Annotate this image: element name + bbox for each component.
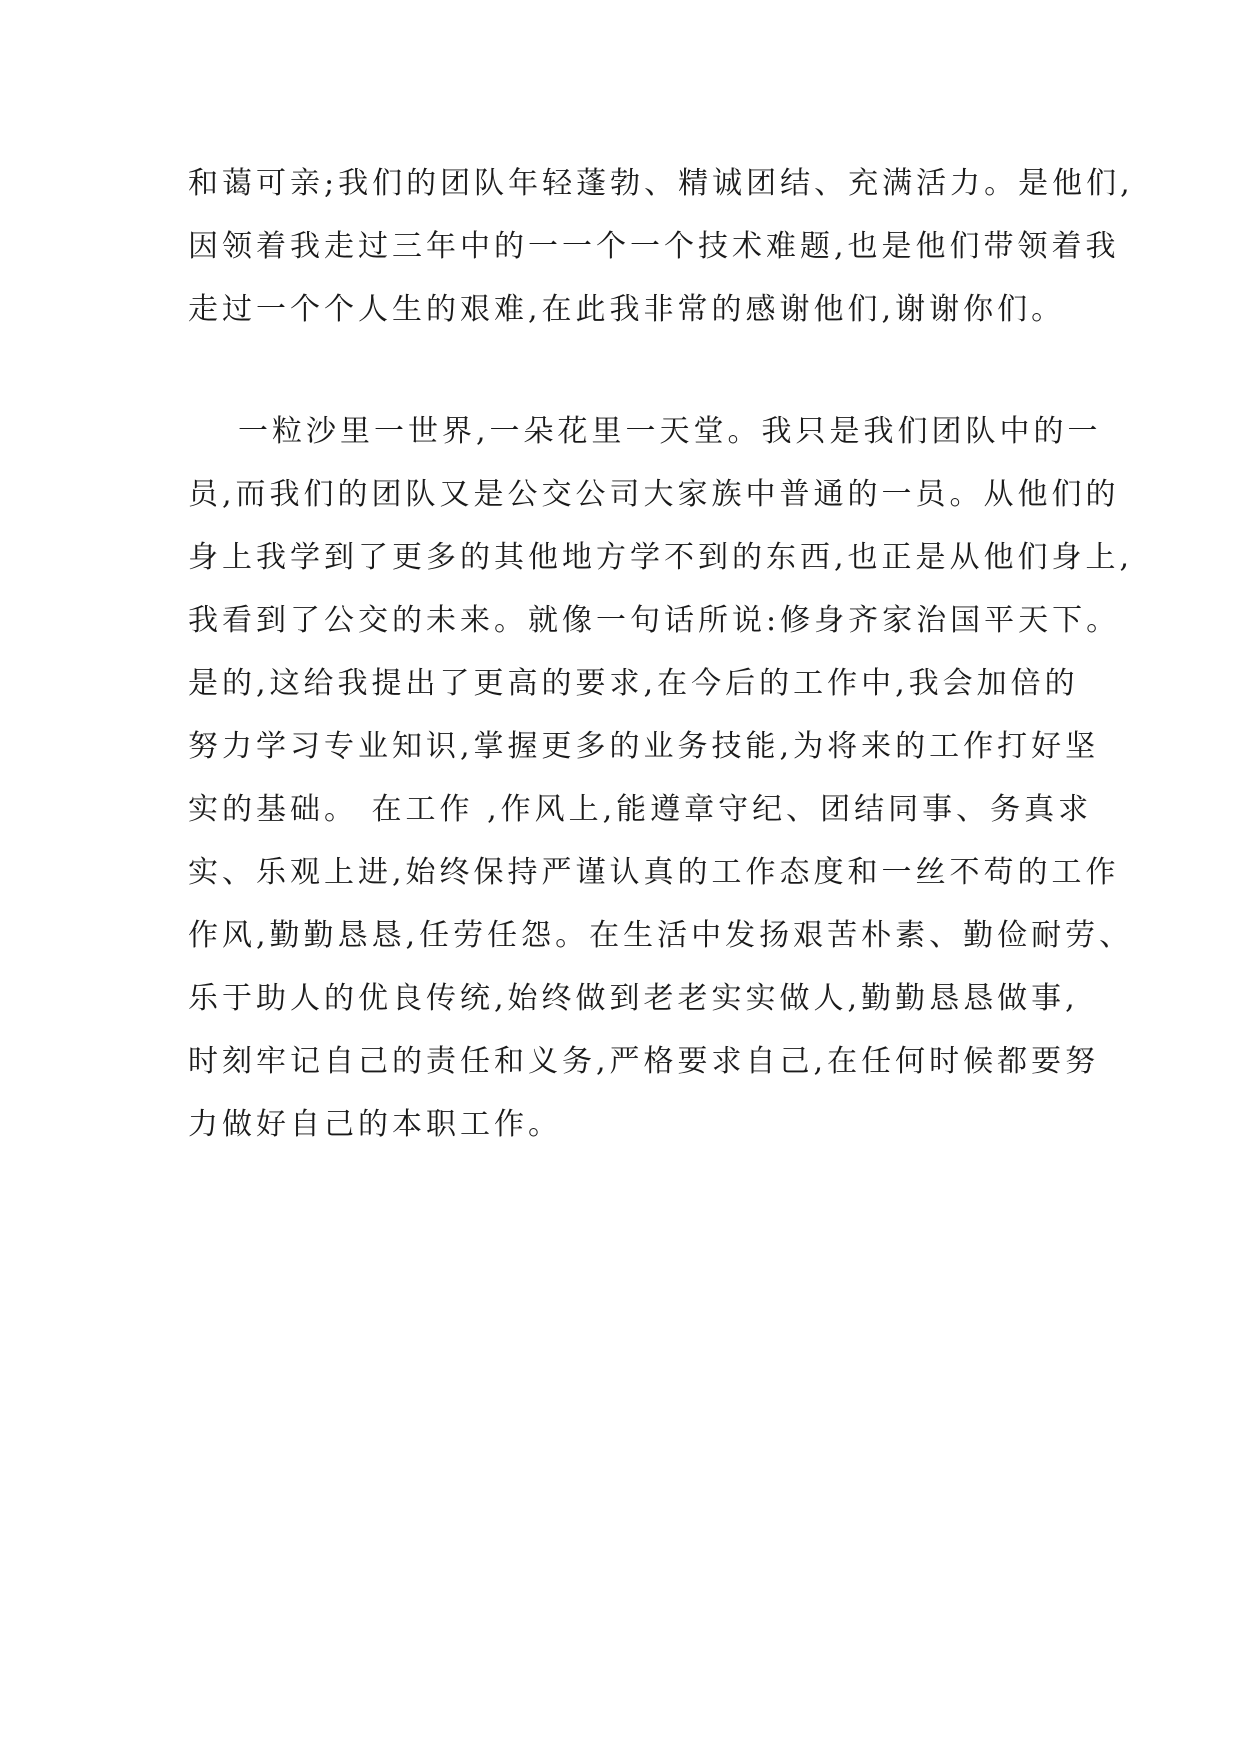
paragraph-2 xyxy=(188,400,1134,1156)
paragraph-line: 时刻牢记自己的责任和义务,严格要求自己,在任何时候都要努 xyxy=(188,1044,1100,1079)
paragraph-line: 一粒沙里一世界,一朵花里一天堂。我只是我们团队中的一 xyxy=(238,414,1102,449)
paragraph-line: 员,而我们的团队又是公交公司大家族中普通的一员。从他们的 xyxy=(188,477,1120,512)
paragraph-line: 努力学习专业知识,掌握更多的业务技能,为将来的工作打好坚 xyxy=(188,729,1100,764)
paragraph-line: 身上我学到了更多的其他地方学不到的东西,也正是从他们身上, xyxy=(188,540,1134,575)
paragraph-line: 力做好自己的本职工作。 xyxy=(188,1107,562,1142)
paragraph-1 xyxy=(188,152,1134,341)
paragraph-line: 实的基础。 在工作 ,作风上,能遵章守纪、团结同事、务真求 xyxy=(188,792,1093,827)
paragraph-line: 作风,勤勤恳恳,任劳任怨。在生活中发扬艰苦朴素、勤俭耐劳、 xyxy=(188,918,1134,953)
paragraph-line: 因领着我走过三年中的一一个一个技术难题,也是他们带领着我 xyxy=(188,229,1120,264)
paragraph-line: 走过一个个人生的艰难,在此我非常的感谢他们,谢谢你们。 xyxy=(188,292,1066,327)
paragraph-line: 乐于助人的优良传统,始终做到老老实实做人,勤勤恳恳做事, xyxy=(188,981,1079,1016)
paragraph-line: 我看到了公交的未来。就像一句话所说:修身齐家治国平天下。 xyxy=(188,603,1121,638)
paragraph-line: 和蔼可亲;我们的团队年轻蓬勃、精诚团结、充满活力。是他们, xyxy=(188,166,1134,201)
paragraph-line: 实、乐观上进,始终保持严谨认真的工作态度和一丝不苟的工作 xyxy=(188,855,1120,890)
paragraph-line: 是的,这给我提出了更高的要求,在今后的工作中,我会加倍的 xyxy=(188,666,1079,701)
